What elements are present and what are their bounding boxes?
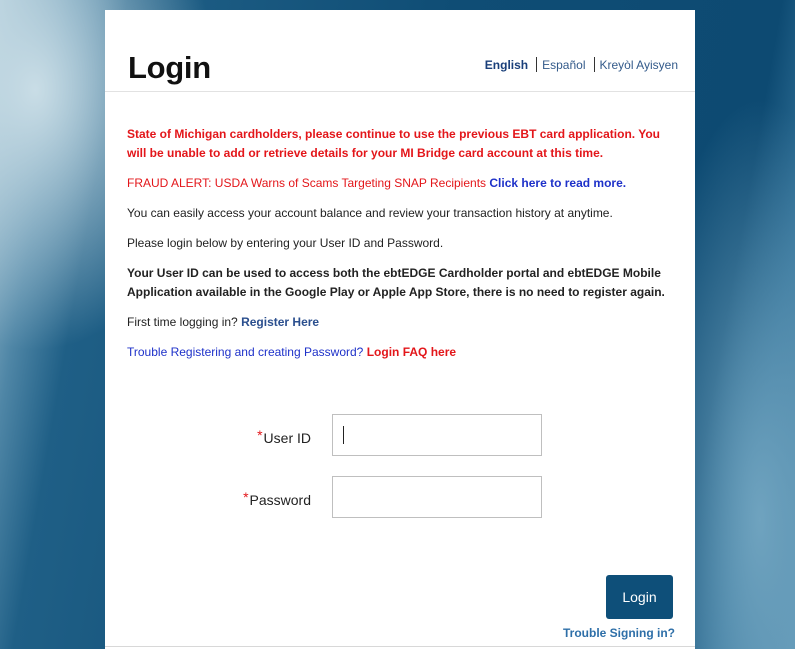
michigan-notice: State of Michigan cardholders, please continue to use the previous EBT card application. You will be unable to add or retrieve details for your MI Bridge card account at this time. (127, 127, 660, 160)
login-button[interactable]: Login (606, 575, 673, 619)
panel-header (105, 10, 695, 92)
first-time-line (127, 313, 673, 332)
fraud-alert-link[interactable]: Click here to read more. (489, 176, 627, 190)
fraud-alert (127, 174, 673, 193)
fraud-alert-text: FRAUD ALERT: USDA Warns of Scams Targeting SNAP Recipients (127, 176, 487, 190)
balance-info: You can easily access your account balance and review your transaction history at anytime. (127, 206, 613, 220)
password-row (105, 476, 695, 518)
user-id-row (105, 414, 695, 456)
first-time-text: First time logging in? (127, 315, 238, 329)
user-id-label-text: User ID (263, 430, 311, 446)
bottom-divider (105, 646, 695, 647)
login-panel (105, 10, 695, 649)
register-link[interactable]: Register Here (241, 315, 320, 329)
password-input[interactable] (332, 476, 542, 518)
user-id-label (257, 427, 311, 446)
password-label (243, 489, 311, 508)
trouble-registering-line (127, 343, 673, 362)
required-marker: * (243, 489, 249, 505)
required-marker: * (257, 427, 263, 443)
trouble-registering-text: Trouble Registering and creating Password? (127, 345, 364, 359)
login-instructions: Please login below by entering your User ID and Password. (127, 236, 444, 250)
userid-info: Your User ID can be used to access both the ebtEDGE Cardholder portal and ebtEDGE Mobile Application available in the Google Play or Apple App Store, there is no need to register again. (127, 266, 665, 299)
language-selector (485, 57, 678, 72)
language-divider (536, 57, 537, 72)
notice-content (105, 92, 695, 362)
password-label-text: Password (249, 492, 311, 508)
language-english-link[interactable]: English (484, 57, 529, 72)
page-title: Login (128, 50, 211, 85)
language-divider (594, 57, 595, 72)
login-faq-link[interactable]: Login FAQ here (366, 345, 457, 359)
text-cursor (343, 426, 344, 444)
user-id-input[interactable] (332, 414, 542, 456)
trouble-signing-in-link[interactable]: Trouble Signing in? (563, 626, 675, 640)
language-espanol-link[interactable]: Español (542, 57, 586, 72)
language-kreyol-link[interactable]: Kreyòl Ayisyen (599, 57, 678, 72)
